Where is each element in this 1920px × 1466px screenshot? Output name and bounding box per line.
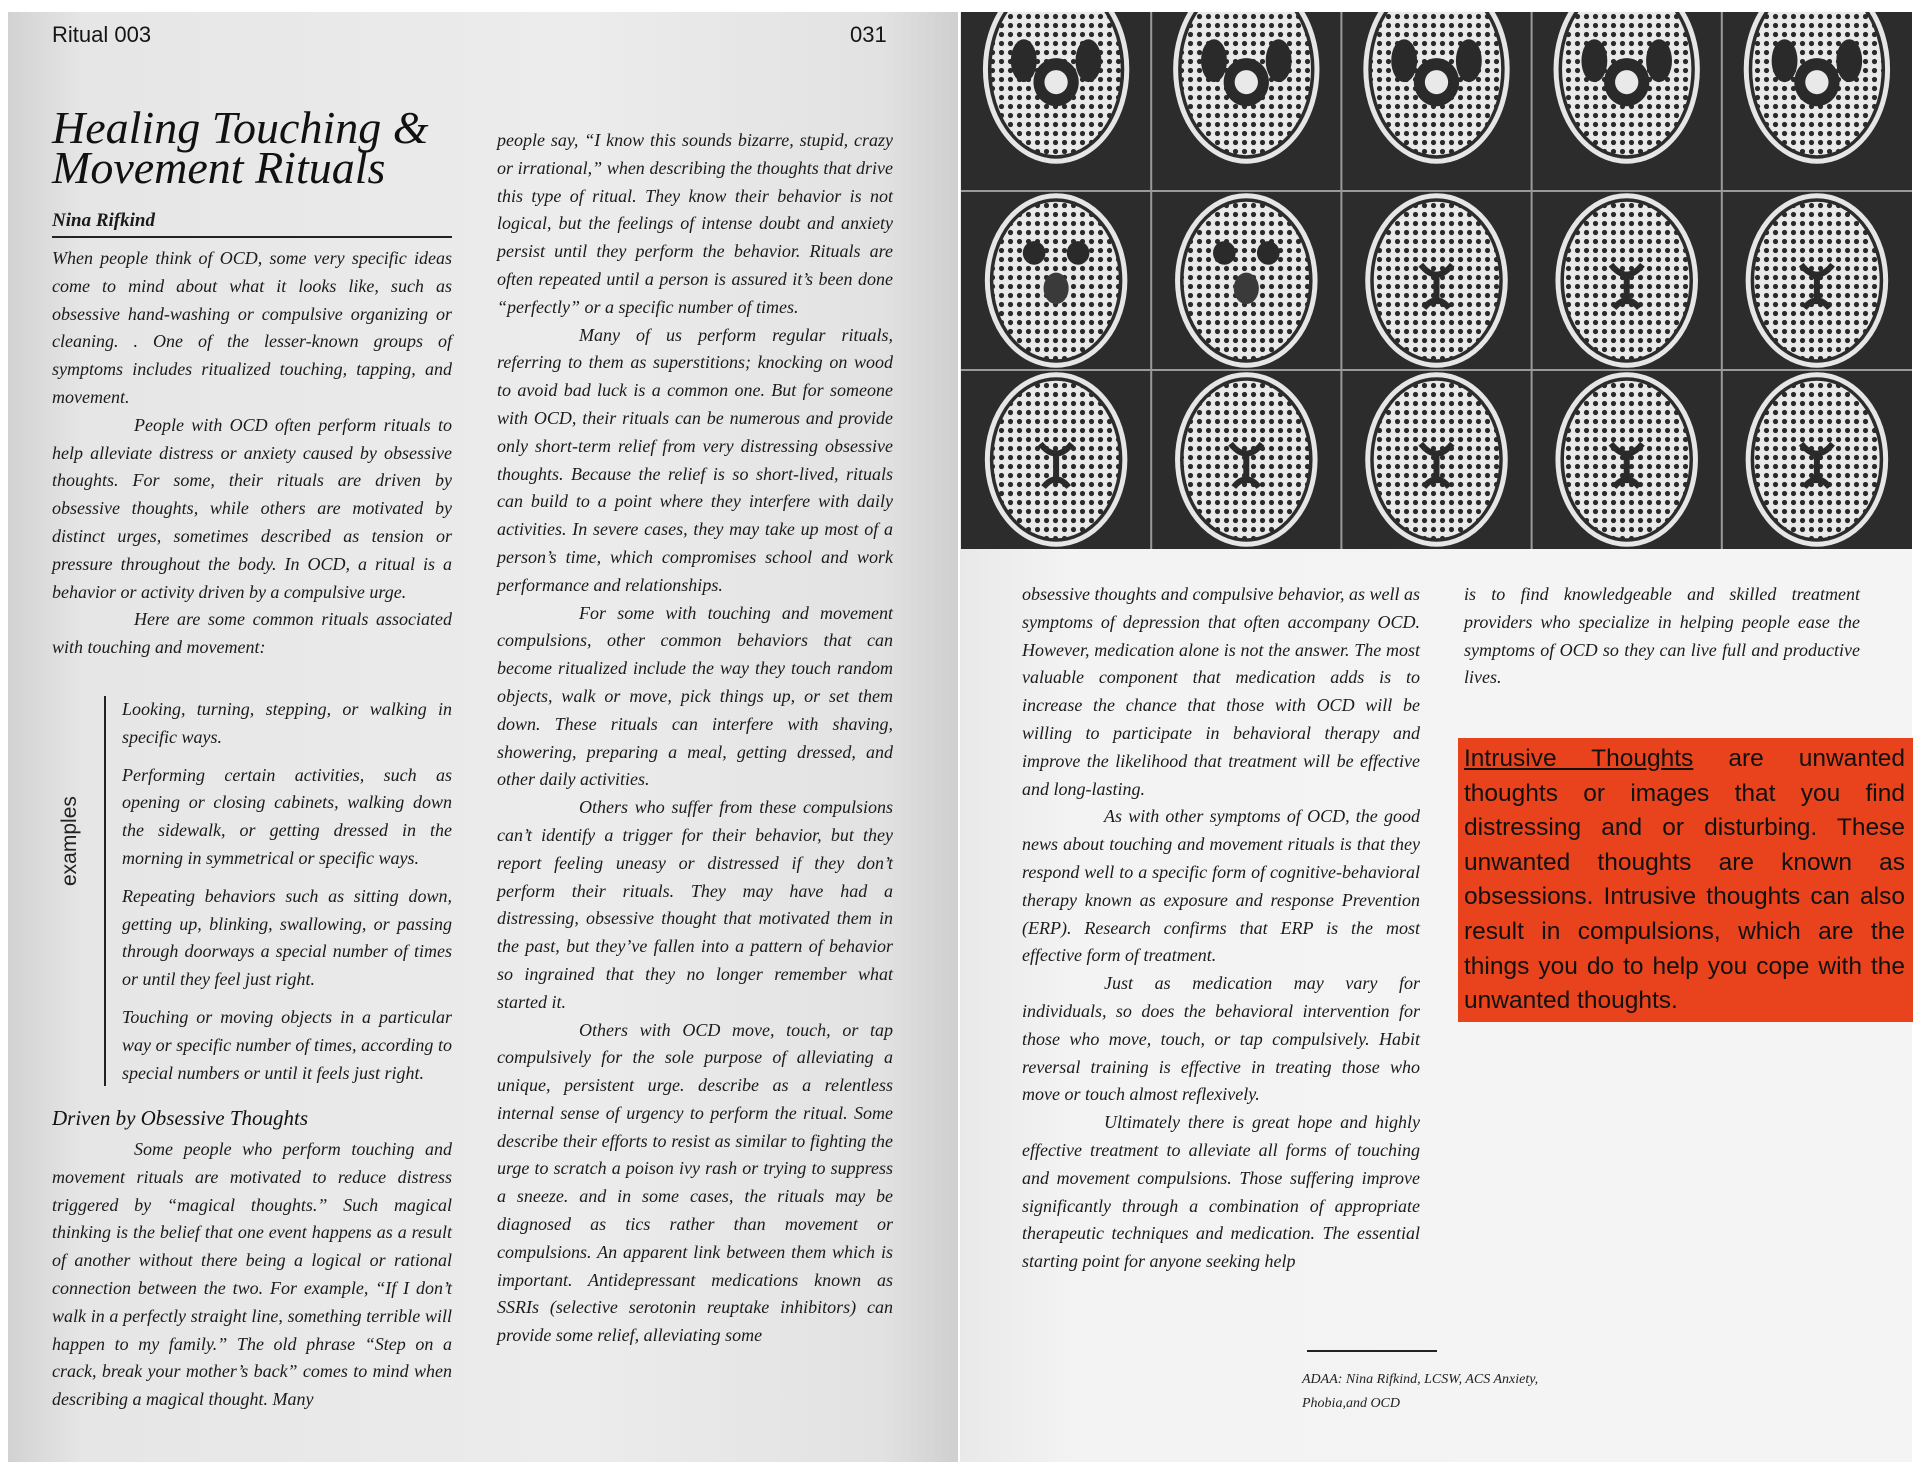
example-item: Performing certain activities, such as opening or closing cabinets, walking down the sidewalk, or getting dressed in the morning in symmetrical or specific ways.	[122, 764, 452, 868]
mri-slice	[1178, 196, 1316, 366]
mri-slice	[1748, 196, 1886, 366]
source-footnote	[1302, 1368, 1602, 1416]
paragraph: Here are some common rituals associated with touching and movement:	[52, 609, 452, 658]
paragraph: people say, “I know this sounds bizarre, stupid, crazy or irrational,” when describing the thoughts that drive this type of ritual. They know their behavior is not logical, but the feelings of intense doubt and anxiety persist until they perform the behavior. Rituals are often repeated until a person is assured it’s been done “perfectly” or a specific number of times.	[497, 130, 893, 317]
mri-slice	[1368, 196, 1506, 366]
paragraph: is to find knowledgeable and skilled treatment providers who specialize in helping people ease the symptoms of OCD so they can live full and productive lives.	[1464, 584, 1860, 688]
paragraph: As with other symptoms of OCD, the good news about touching and movement rituals is that they respond well to a specific form of cognitive-behavioral therapy known as exposure and response Prevention (ERP). Research confirms that ERP is the most effective form of treatment.	[1022, 806, 1420, 966]
paragraph: obsessive thoughts and compulsive behavior, as well as symptoms of depression that often accompany OCD. However, medication alone is not the answer. The most valuable component that medication adds is to increase the chance that those with OCD will be willing to participate in behavioral therapy and improve the likelihood that treatment will be effective and long-lasting.	[1022, 584, 1420, 799]
mri-slice	[1176, 12, 1317, 161]
mri-slice	[987, 196, 1125, 366]
issue-label: Ritual 003	[52, 22, 152, 47]
title-line-2: Movement Rituals	[52, 142, 386, 193]
article-title	[52, 102, 452, 193]
article-author: Nina Rifkind	[52, 210, 452, 238]
examples-vertical-rule	[104, 696, 106, 1086]
paragraph: People with OCD often perform rituals to help alleviate distress or anxiety caused by obsessive thoughts. For some, their rituals are driven by obsessive thoughts, while others are motivated by distinct urges, sometimes described as tension or pressure throughout the body. In OCD, a ritual is a behavior or activity driven by a compulsive urge.	[52, 414, 452, 602]
examples-list-block	[52, 696, 452, 1086]
title-line-1: Healing Touching &	[52, 102, 429, 153]
column-3	[1022, 581, 1420, 1276]
mri-slice	[1558, 375, 1696, 545]
paragraph: Many of us perform regular rituals, referring to them as superstitions; knocking on wood to avoid bad luck is a common one. But for someone with OCD, their rituals can be numerous and provide only short-term relief from very distressing obsessive thoughts. Because the relief is so short-lived, rituals can build to a point where they interfere with daily activities. In severe cases, they may take up most of a person’s time, which compromises school and work performance and relationships.	[497, 324, 893, 595]
mri-slice	[1748, 375, 1886, 545]
paragraph: Ultimately there is great hope and highly effective treatment to alleviate all forms of touching and movement compulsions. Those suffering improve significantly through a combination of appropriate therapeutic techniques and medication. The essential starting point for anyone seeking help	[1022, 1112, 1420, 1272]
paragraph: Some people who perform touching and movement rituals are motivated to reduce distress triggered by “magical thoughts.” Such magical thinking is the belief that one event happens as a result of another without there being a logical or rational connection between the two. For example, “If I don’t walk in a perfectly straight line, something terrible will happen to my family.” The old phrase “Step on a crack, break your mother’s back” comes to mind when describing a magical thought. Many	[52, 1139, 452, 1410]
column-1-continued	[52, 1136, 452, 1414]
column-2	[497, 127, 893, 1350]
mri-scan-grid-image	[961, 12, 1912, 549]
section-subheading: Driven by Obsessive Thoughts	[52, 1106, 309, 1130]
mri-slice	[1558, 196, 1696, 366]
footnote-rule	[1307, 1350, 1437, 1352]
paragraph: Others with OCD move, touch, or tap compulsively for the sole purpose of alleviating a unique, persistent urge. describe as a relentless internal sense of urgency to perform the ritual. Some describe their efforts to resist as similar to fighting the urge to scratch a poison ivy rash or trying to suppress a sneeze. and in some cases, the rituals may be diagnosed as tics rather than movement or compulsions. An apparent link between them which is important. Antidepressant medications known as SSRIs (selective serotonin reuptake inhibitors) can provide some relief, alleviating some	[497, 1019, 893, 1346]
mri-slice	[1556, 12, 1697, 161]
callout-text: are unwanted thoughts or images that you find distressing and or disturbing. These unwanted thoughts are known as obsessions. Intrusive thoughts can also result in compulsions, which are the things you do to help you cope with the unwanted thoughts.	[1464, 745, 1905, 1015]
mri-slice	[1366, 12, 1507, 161]
footnote-line-1: ADAA: Nina Rifkind, LCSW, ACS Anxiety,	[1302, 1372, 1539, 1387]
column-4	[1464, 581, 1860, 692]
examples-label: examples	[58, 796, 81, 886]
example-item: Touching or moving objects in a particular way or specific number of times, according to special numbers or until it feels just right.	[122, 1006, 452, 1083]
paragraph: When people think of OCD, some very specific ideas come to mind about what it looks like, such as obsessive hand-washing or compulsive organizing or cleaning. . One of the lesser-known groups of symptoms includes ritualized touching, tapping, and movement.	[52, 248, 452, 407]
page-number: 031	[850, 22, 887, 47]
examples-items	[122, 696, 452, 1097]
callout-term: Intrusive Thoughts	[1464, 745, 1694, 772]
paragraph: Just as medication may vary for individuals, so does the behavioral intervention for those who move, touch, or tap compulsively. Habit reversal training is effective in treating those who move or touch almost reflexively.	[1022, 973, 1420, 1105]
paragraph: For some with touching and movement compulsions, other common behaviors that can become ritualized include the way they touch random objects, walk or move, pick things up, or set them down. These rituals can interfere with shaving, showering, preparing a meal, getting dressed, and other daily activities.	[497, 602, 893, 790]
intrusive-thoughts-callout	[1458, 738, 1913, 1022]
mri-scan-grid	[961, 12, 1912, 549]
column-1-intro	[52, 245, 452, 662]
mri-slice	[985, 12, 1126, 161]
paragraph: Others who suffer from these compulsions can’t identify a trigger for their behavior, but they report feeling uneasy or distressed if they don’t perform their rituals. They may have had a distressing, obsessive thought that motivated them in the past, but they’ve fallen into a pattern of behavior so ingrained that they no longer remember what started it.	[497, 797, 893, 1012]
mri-slice	[1368, 375, 1506, 545]
mri-slice	[1746, 12, 1887, 161]
mri-slice	[987, 375, 1125, 545]
example-item: Looking, turning, stepping, or walking in specific ways.	[122, 699, 452, 747]
example-item: Repeating behaviors such as sitting down, getting up, blinking, swallowing, or passing through doorways a special number of times or until they feel just right.	[122, 885, 452, 990]
footnote-line-2: Phobia,and OCD	[1302, 1396, 1400, 1411]
mri-slice	[1178, 375, 1316, 545]
